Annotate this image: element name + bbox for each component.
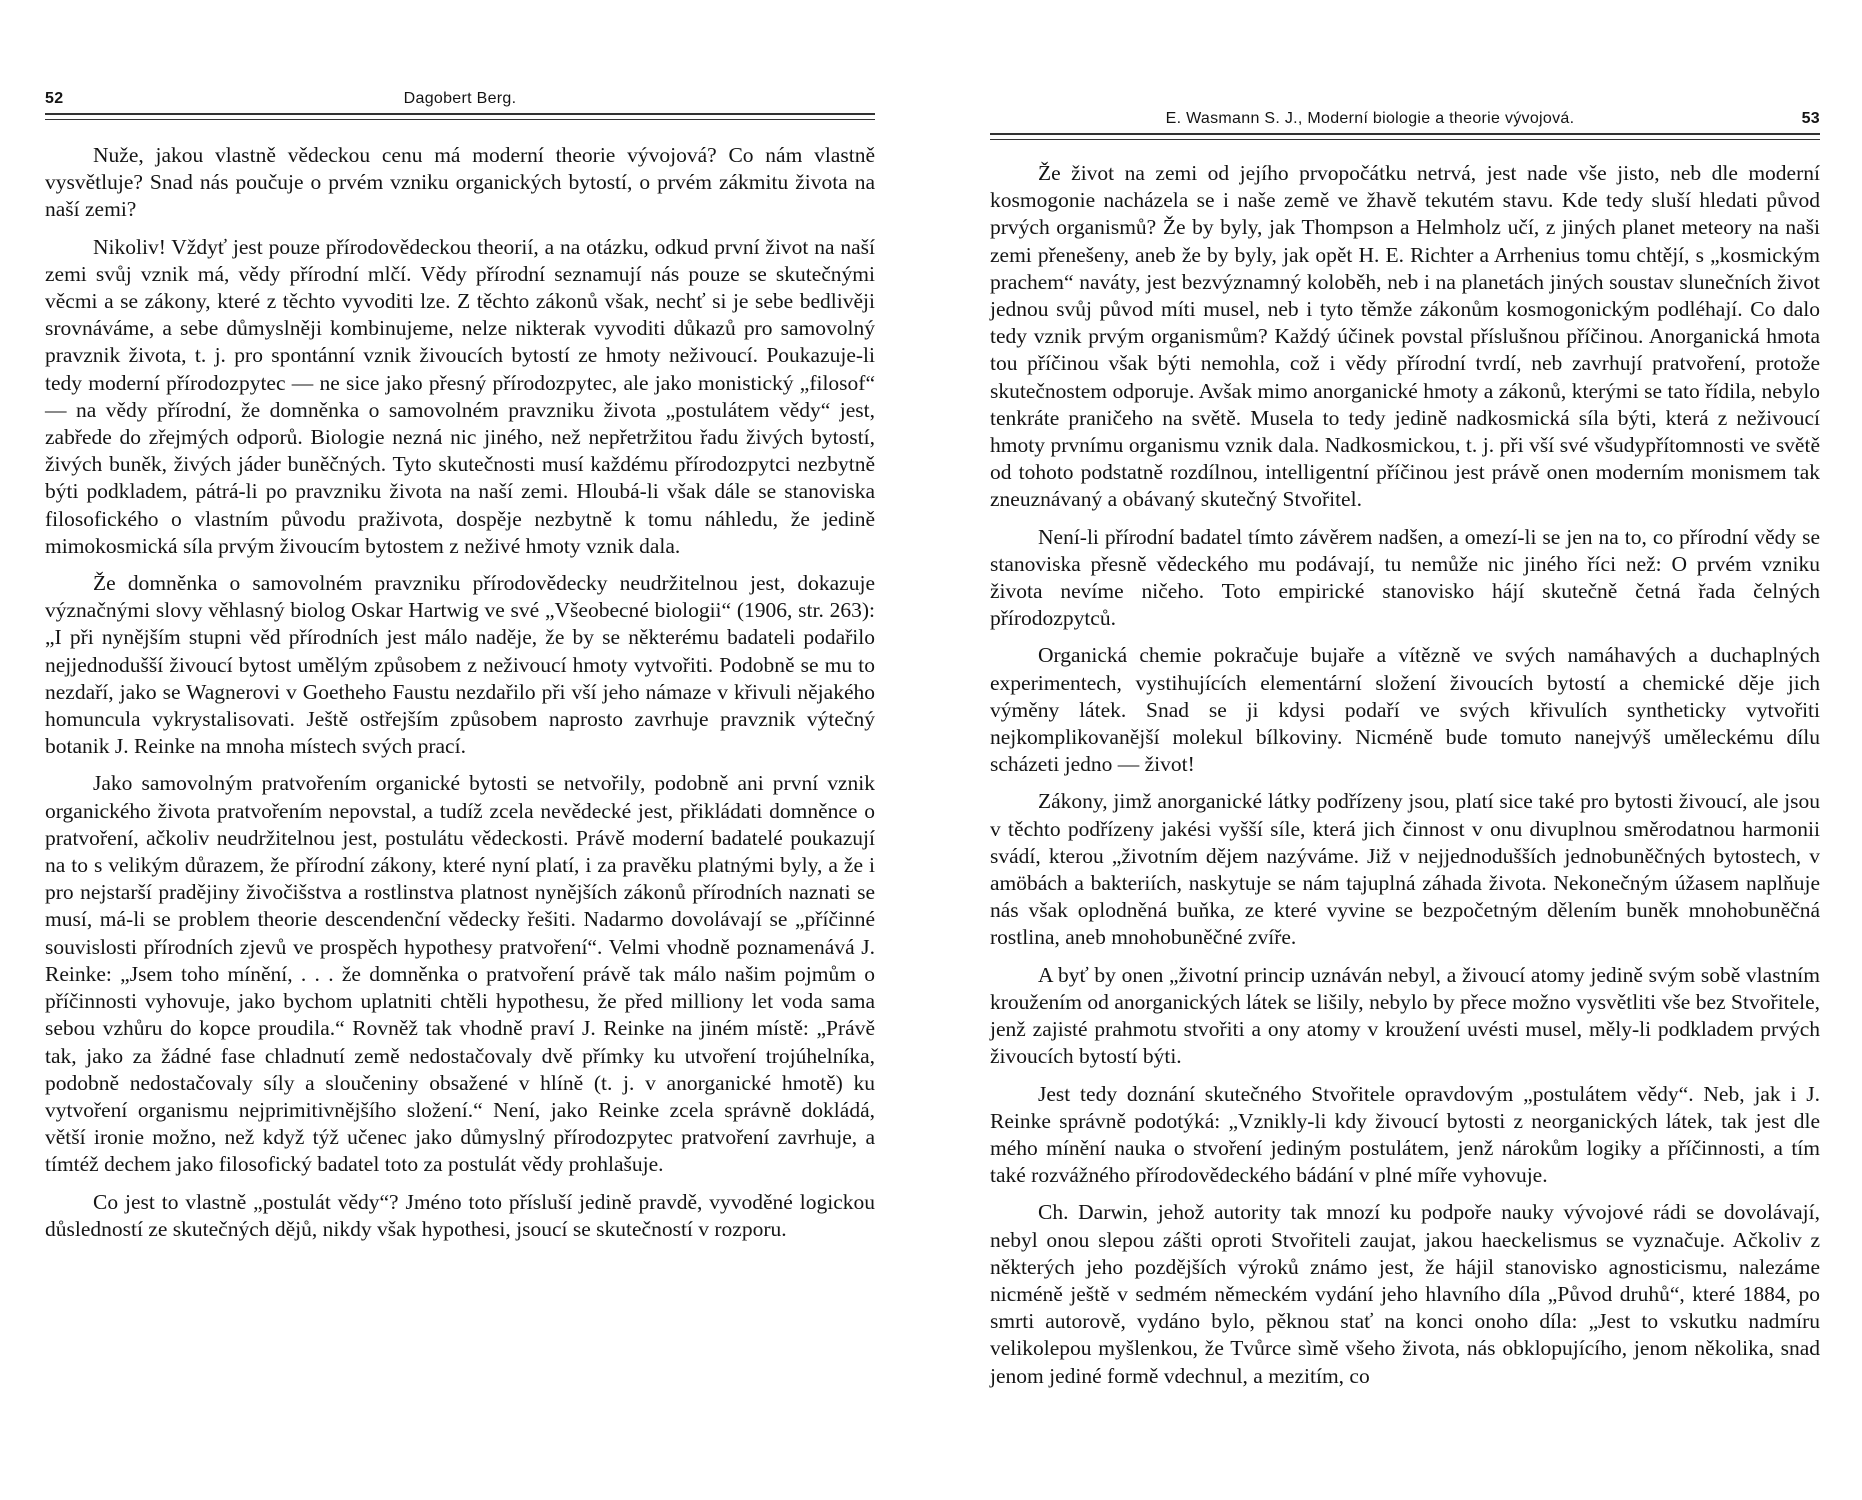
paragraph: Že domněnka o samovolném pravzniku přírodovědecky neudržitelnou jest, dokazuje význačnými slovy věhlasný biolog Oskar Hartwig ve své „Všeobecné biologii“ (1906, str. 263): „I při nynějším stupni věd přírodních jest málo naděje, že by se některému badateli podařilo nejjednodušší živoucí bytost umělým způsobem z neživoucí hmoty vytvořiti. Podobně se mu to nezdaří, jako se Wagnerovi v Goetheho Faustu nezdařilo při vší jeho námaze v křivuli nějakého homuncula vykrystalisovati. Ještě ostřejším způsobem naprosto zavrhuje pravznik výtečný botanik J. Reinke na mnoha místech svých prací. <box>45 571 875 759</box>
left-page <box>45 0 875 1500</box>
paragraph: Jest tedy doznání skutečného Stvořitele opravdovým „postulátem vědy“. Neb, jak i J. Reinke správně podotýká: „Vznikly-li kdy živoucí bytosti z neorganických látek, tak jest dle mého mínění nauka o stvoření jediným postulátem, jenž nárokům logiky a příčinnosti, a tím také rozvážného přírodovědeckého bádání v plné míře vyhovuje. <box>990 1081 1820 1188</box>
paragraph: Co jest to vlastně „postulát vědy“? Jméno toto přísluší jedině pravdě, vyvoděné logickou důsledností ze skutečných dějů, nikdy však hypothesi, jsoucí se skutečností v rozporu. <box>45 1189 875 1241</box>
paragraph: A byť by onen „životní princip uznáván nebyl, a živoucí atomy jedině svým sobě vlastním kroužením od anorganických látek se lišily, nebylo by přece možno vysvětliti vše bez Stvořitele, jenž zajisté prahmotu stvořiti a ony atomy v kroužení uvésti musel, měly-li podkladem prvých živoucích bytostí býti. <box>990 962 1820 1069</box>
paragraph: Zákony, jimž anorganické látky podřízeny jsou, platí sice také pro bytosti živoucí, ale jsou v těchto podřízeny jakési vyšší síle, která jich činnost v onu divuplnou směrodatnou harmonii svádí, kterou „životním dějem nazýváme. Již v nejjednodušších jednobuněčných bytostech, v amöbách a bakteriích, naskytuje se nám tajuplná záhada života. Nekonečným úžasem naplňuje nás však oplodněná buňka, ze které vyvine se bezpočetným dělením buněk mnohobuněčná rostlina, aneb mnohobuněčné zvíře. <box>990 789 1820 950</box>
paragraph: Organická chemie pokračuje bujaře a vítězně ve svých namáhavých a duchaplných experimentech, vystihujících elementární složení živoucích bytostí a chemické děje jich výměny látek. Snad se ji kdysi podaří ve svých křivulích syntheticky vytvořiti nejkomplikovanější molekul bílkoviny. Nicméně bude tomuto nanejvýš uměleckému dílu scházeti jedno — život! <box>990 643 1820 777</box>
running-head-title: Dagobert Berg. <box>403 90 517 107</box>
body-text <box>990 160 1820 1400</box>
paragraph: Ch. Darwin, jehož autority tak mnozí ku podpoře nauky vývojové rádi se dovolávají, nebyl onou slepou zášti oproti Stvořiteli zaujat, jakou haeckelismus se vyznačuje. Ačkoliv z některých jeho pozdějších výroků známo jest, že hájil stanovisko agnosticismu, nalezáme nicméně ještě v sedmém německém vydání jeho hlavního díla „Původ druhů“, které 1884, po smrti autorově, vydáno bylo, pěknou stať na konci onoho díla: „Jest to vskutku nadmíru velikolepou myšlenkou, že Tvůrce sìmě všeho života, nás obklopujícího, jenom několika, snad jenom jediné formě vdechnul, a mezitím, co <box>990 1200 1820 1388</box>
header-rule <box>45 113 875 120</box>
paragraph: Není-li přírodní badatel tímto závěrem nadšen, a omezí-li se jen na to, co přírodní vědy se stanoviska přesně vědeckého mu podávají, tu nemůže nic jiného říci než: O prvém vzniku života nevíme ničeho. Toto empirické stanovisko hájí skutečně četná řada čelných přírodozpytců. <box>990 524 1820 631</box>
header-rule <box>990 133 1820 140</box>
paragraph: Nuže, jakou vlastně vědeckou cenu má moderní theorie vývojová? Co nám vlastně vysvětluje? Snad nás poučuje o prvém vzniku organických bytostí, o prvém zákmitu života na naší zemi? <box>45 143 875 222</box>
paragraph: Jako samovolným pratvořením organické bytosti se netvořily, podobně ani první vznik organického života pratvořením nepovstal, a tudíž zcela nevědecké jest, přikládati domněnce o pratvoření, ačkoliv neudržitelnou jest, postulátu vědeckosti. Právě moderní badatelé poukazují na to s velikým důrazem, že přírodní zákony, které nyní platí, i za pravěku platnými byly, a že i pro nejstarší pradějiny živočišstva a rostlinstva platnost nynějších zákonů přírodních naznati se musí, má-li se problem theorie descendenční vědecky řešiti. Nadarmo dovolávají se „příčinné souvislosti přírodních zjevů ve prospěch hypothesy pratvoření“. Velmi vhodně poznamenává J. Reinke: „Jsem toho mínění, . . . že domněnka o pratvoření právě tak málo našim pojmům o příčinnosti vyhovuje, jako bychom uplatniti chtěli hypothesu, že před milliony let voda sama sebou vzhůru do kopce proudila.“ Rovněž tak vhodně praví J. Reinke na jiném místě: „Právě tak, jako za žádné fase chladnutí země nedostačovaly dvě přímky ku utvoření trojúhelníka, podobně nedostačovaly síly a sloučeniny obsažené v hlíně (t. j. v anorganické hmotě) ku vytvoření organismu nejprimitivnějšího složení.“ Není, jako Reinke zcela správně dokládá, větší ironie možno, než když týž učenec jako důmyslný přírodozpytec pratvoření zavrhuje, a tímtéž dechem jako filosofický badatel toto za postulát vědy prohlašuje. <box>45 771 875 1177</box>
body-text <box>45 142 875 1253</box>
running-head-title: E. Wasmann S. J., Moderní biologie a theorie vývojová. <box>1165 110 1575 127</box>
paragraph: Nikoliv! Vždyť jest pouze přírodovědeckou theorií, a na otázku, odkud první život na naší zemi svůj vznik má, vědy přírodní mlčí. Vědy přírodní seznamují nás pouze se skutečnými věcmi a se zákony, které z těchto vyvoditi lze. Z těchto zákonů však, nechť si je sebe bedlivěji srovnáváme, a sebe důmyslněji kombinujeme, nelze nikterak vyvoditi důkazů pro samovolný pravznik života, t. j. pro spontánní vznik živoucích bytostí ze hmoty neživoucí. Poukazuje-li tedy moderní přírodozpytec — ne sice jako přesný přírodozpytec, ale jako monistický „filosof“ — na vědy přírodní, že domněnka o samovolném pravzniku života „postulátem vědy“ jest, zabřede do zřejmých odporů. Biologie nezná nic jiného, než nepřetržitou řadu živých bytostí, živých buněk, živých jáder buněčných. Tyto skutečnosti musí každému přírodozpytci nezbytně býti podkladem, pátrá-li po pravzniku života na naší zemi. Hloubá-li však dále se stanoviska filosofického o vlastním původu praživota, dospěje nezbytně k tomu náhledu, že jedině mimokosmická síla prvým živoucím bytostem z neživé hmoty vznik dala. <box>45 234 875 558</box>
right-page <box>990 0 1820 1500</box>
page-number: 52 <box>45 90 64 107</box>
paragraph: Že život na zemi od jejího prvopočátku netrvá, jest nade vše jisto, neb dle moderní kosmogonie nacházela se i naše země ve žhavě tekutém stavu. Kde tedy sluší hledati původ prvých organismů? Že by byly, jak Thompson a Helmholz učí, z jiných planet meteory na naši zemi přenešeny, aneb že by byly, jak opět H. E. Richter a Arrhenius tomu chtějí, s „kosmickým prachem“ naváty, jest bezvýznamný koloběh, neb i na planetách jiných soustav slunečních život jednou svůj původ míti musel, neb i tyto těmže zákonům kosmogonickým podléhají. Co dalo tedy vznik prvým organismům? Každý účinek povstal příslušnou příčinou. Anorganická hmota tou příčinou však býti nemohla, což i vědy přírodní tvrdí, neb zavrhují pratvoření, protože skutečnostem odporuje. Avšak mimo anorganické hmoty a zákonů, kterými se tato řídila, nebylo tenkráte praničeho na světě. Musela to tedy jedině nadkosmická síla býti, která z neživoucí hmoty prvnímu organismu vznik dala. Nadkosmickou, t. j. při vší své všudypřítomnosti ve světě od tohoto podstatně rozdílnou, intelligentní příčinou jest právě onen moderním monismem tak zneuznávaný a obávaný skutečný Stvořitel. <box>990 161 1820 512</box>
page-number: 53 <box>1801 110 1820 127</box>
